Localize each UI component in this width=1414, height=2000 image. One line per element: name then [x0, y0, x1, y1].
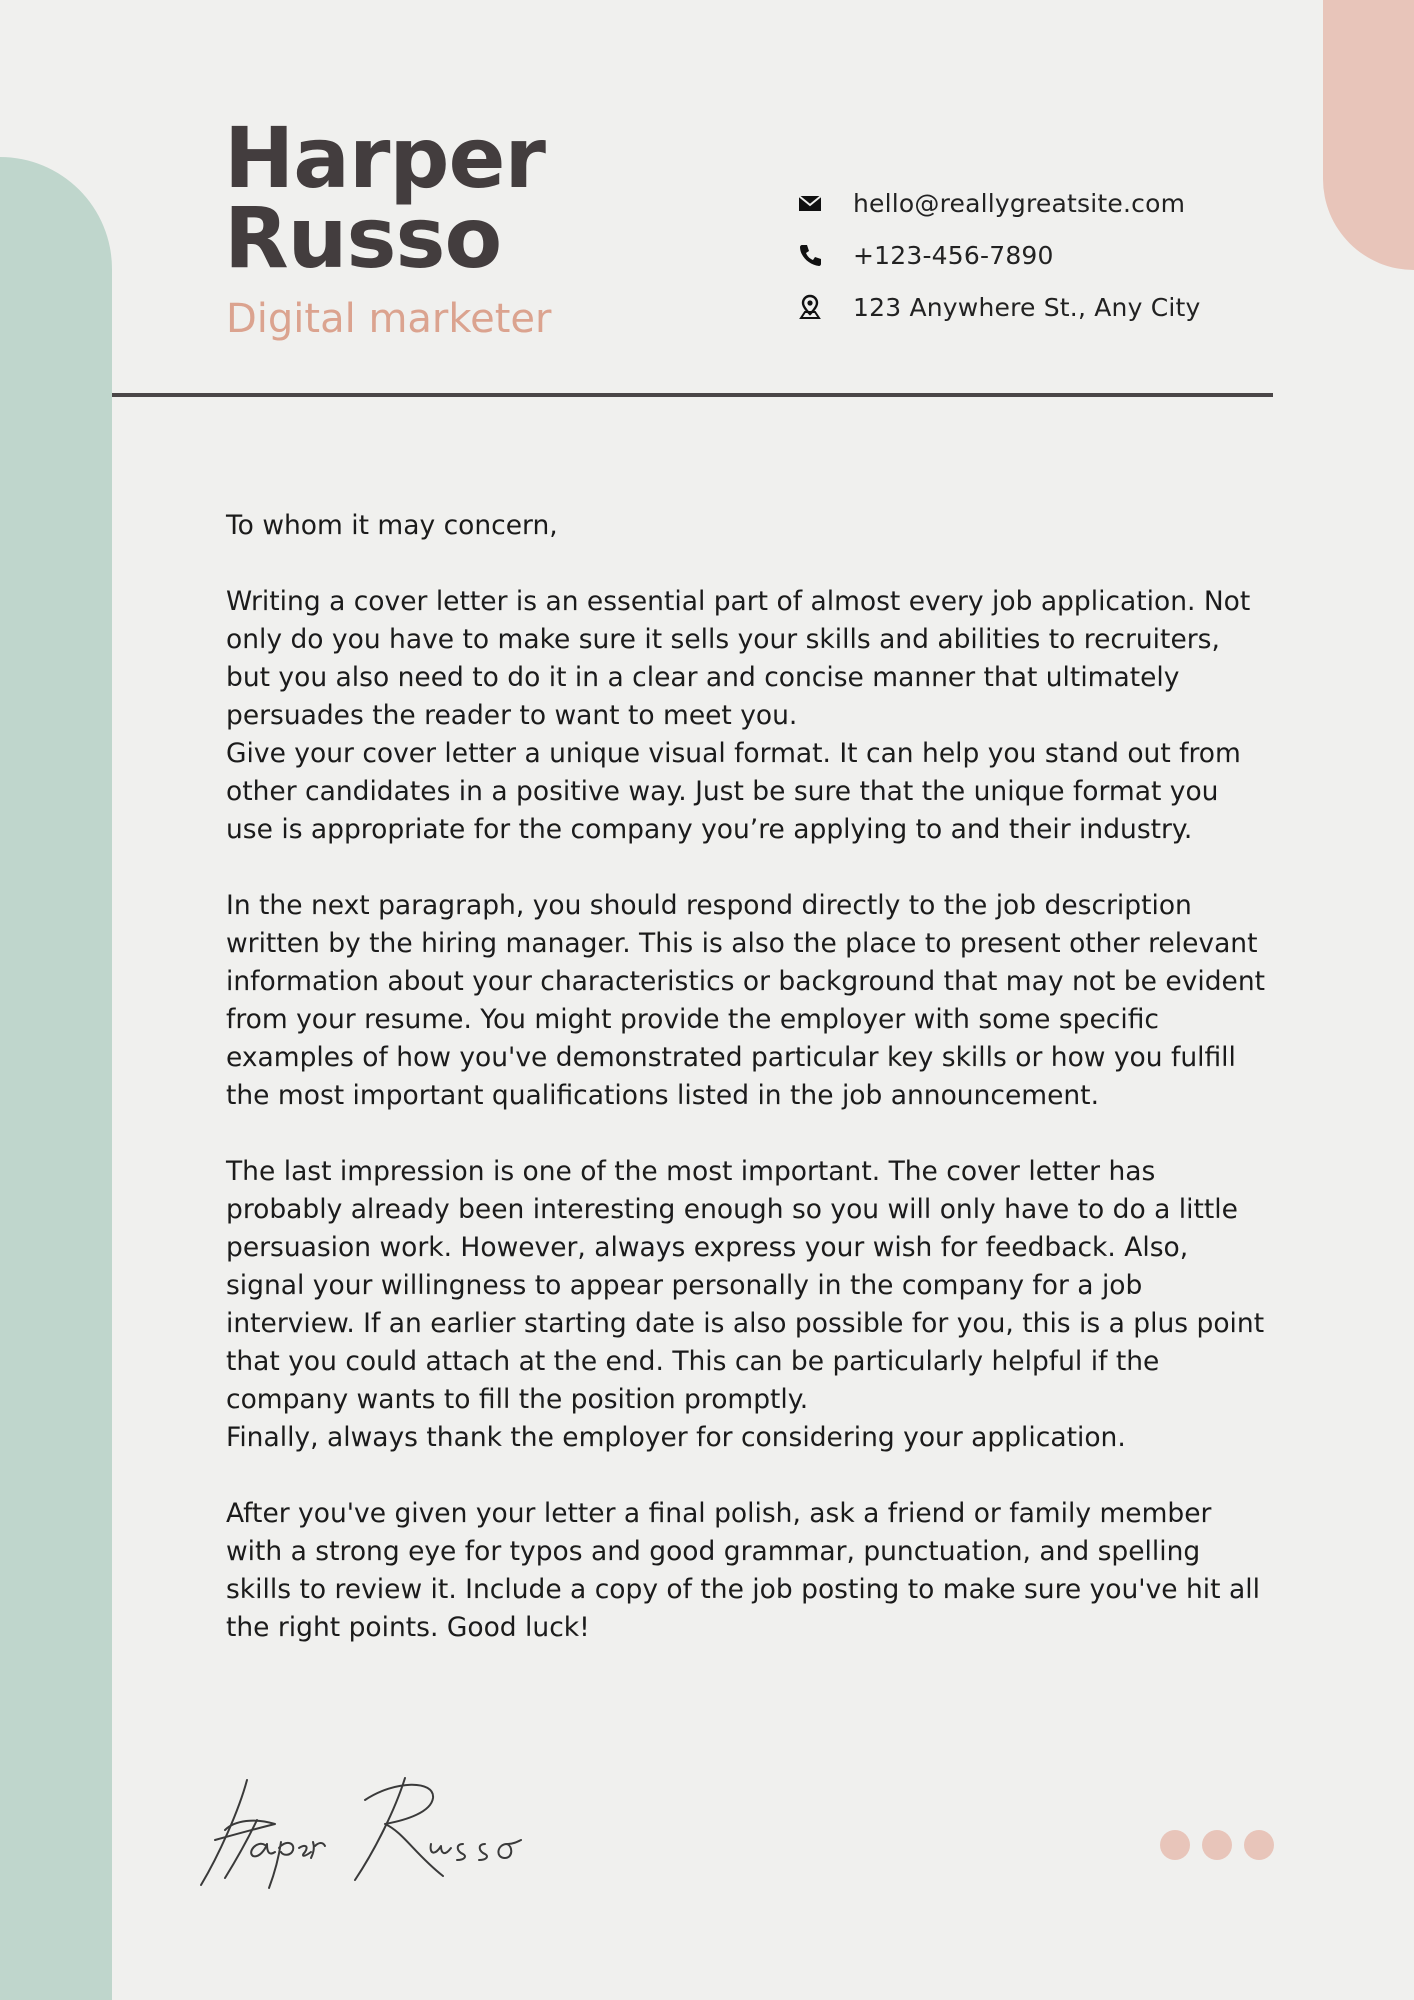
paragraph-5: Finally, always thank the employer for considering your application.	[226, 1422, 1126, 1453]
green-side-band	[0, 157, 112, 2000]
signature-text	[195, 1760, 202, 1761]
envelope-icon	[797, 190, 823, 216]
handwritten-signature	[195, 1760, 555, 1900]
contact-list	[797, 177, 1201, 333]
paragraph-gap	[226, 849, 1266, 887]
header-divider	[112, 393, 1273, 397]
peach-corner-shape	[1323, 0, 1414, 270]
paragraph-3: In the next paragraph, you should respond directly to the job description written by the hiring manager. This is also the place to present other relevant information about your characteristics or background that may not be evident from your resume. You might provide the employer with some specific examples of how you've demonstrated particular key skills or how you fulfill the most important qualifications listed in the job announcement.	[226, 890, 1265, 1111]
contact-email[interactable]: hello@reallygreatsite.com	[853, 188, 1186, 218]
paragraph-1: Writing a cover letter is an essential part of almost every job application. Not only do you have to make sure it sells your skills and abilities to recruiters, but you also need to do it in a clear and concise manner that ultimately persuades the reader to want to meet you.	[226, 586, 1251, 731]
paragraph-2: Give your cover letter a unique visual format. It can help you stand out from other candidates in a positive way. Just be sure that the unique format you use is appropriate for the company you’re applying to and their industry.	[226, 738, 1241, 845]
paragraph-gap	[226, 1457, 1266, 1495]
signature-drawing	[195, 1760, 555, 1900]
job-title: Digital marketer	[226, 296, 552, 342]
location-pin-icon	[797, 294, 823, 320]
name-last: Russo	[224, 189, 502, 287]
dot-2	[1202, 1830, 1232, 1860]
contact-address: 123 Anywhere St., Any City	[853, 292, 1201, 322]
decorative-dots	[1160, 1830, 1286, 1860]
dot-3	[1244, 1830, 1274, 1860]
contact-phone[interactable]: +123-456-7890	[853, 240, 1054, 270]
name-first: Harper	[224, 109, 545, 207]
paragraph-4: The last impression is one of the most important. The cover letter has probably already been interesting enough so you will only have to do a little persuasion work. However, always express your wish for feedback. Also, signal your willingness to appear personally in the company for a job interview. If an earlier starting date is also possible for you, this is a plus point that you could attach at the end. This can be particularly helpful if the company wants to fill the position promptly.	[226, 1156, 1265, 1415]
paragraph-6: After you've given your letter a final polish, ask a friend or family member with a strong eye for typos and good grammar, punctuation, and spelling skills to review it. Include a copy of the job posting to make sure you've hit all the right points. Good luck!	[226, 1498, 1260, 1643]
contact-phone-row	[797, 229, 1201, 281]
contact-address-row	[797, 281, 1201, 333]
letter-body	[226, 507, 1266, 1647]
applicant-name	[224, 109, 545, 287]
greeting: To whom it may concern,	[226, 510, 558, 541]
contact-email-row	[797, 177, 1201, 229]
paragraph-gap	[226, 1115, 1266, 1153]
dot-1	[1160, 1830, 1190, 1860]
phone-icon	[797, 242, 823, 268]
paragraph-gap	[226, 545, 1266, 583]
